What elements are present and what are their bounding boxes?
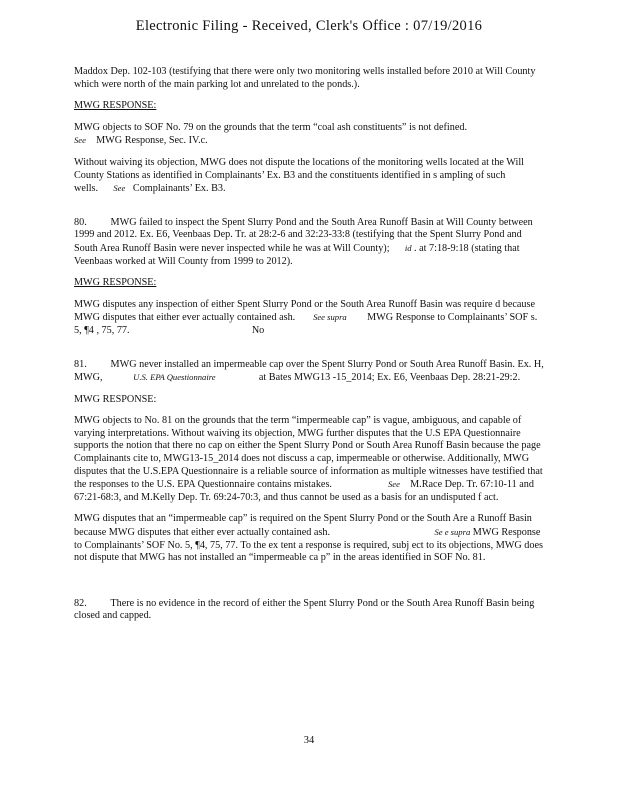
paragraph-80 [74, 217, 544, 268]
see-supra-signal: Se e supra [434, 527, 471, 538]
paragraph-objection-79 [74, 122, 544, 148]
reference: Complainants’ Ex. B3. [132, 183, 226, 195]
body-text: No [251, 324, 265, 336]
see-signal: See [74, 135, 86, 146]
see-supra-signal: See supra [313, 312, 347, 323]
paragraph-response-80 [74, 299, 544, 338]
paragraph-maddox: Maddox Dep. 102-103 (testifying that there were only two monitoring wells installed before 2010 at Will County which were north of the main parking lot and unrelated to the ponds.). [74, 66, 536, 90]
id-signal: id [404, 242, 412, 253]
body-text: MWG disputes that an “impermeable cap” is required on the Spent Slurry Pond or the South Are a Runoff Basin because MWG disputes that either ever actually contained ash. [74, 513, 532, 539]
body-text: Without waiving its objection, MWG does not dispute the locations of the monitoring wells located at the Will County Stations as identified in Complainants’ Ex. B3 and the constituents identified in s ampling of such wells. [74, 156, 524, 195]
paragraph-impermeable-cap [74, 513, 544, 564]
paragraph-number: 82. [74, 597, 87, 609]
paragraph-81 [74, 359, 544, 385]
body-text: MWG Response to Complainants’ SOF No. 5, ¶4, 75, 77. To the ex tent a response is required, subj ect to its objections, MWG does not dispute that MWG has not installed an “impermeable ca p” in the areas identified in SOF No. 81. [74, 527, 543, 564]
body-text: . at 7:18-9:18 (stating that Veenbaas worked at Will County from 1999 to 2012). [74, 242, 520, 267]
see-signal: See [113, 183, 126, 194]
body-text: MWG disputes any inspection of either Spent Slurry Pond or the South Area Runoff Basin was require d because MWG disputes that either ever actually contained ash. [74, 298, 535, 324]
paragraph-82 [74, 598, 544, 623]
document-body [74, 66, 544, 632]
response-heading: MWG RESPONSE: [74, 393, 157, 405]
page-number: 34 [303, 735, 315, 746]
response-heading: MWG RESPONSE: [74, 100, 157, 112]
see-signal: See [388, 479, 400, 490]
questionnaire-title: U.S. EPA Questionnaire [133, 372, 216, 383]
paragraph-monitoring-wells [74, 157, 544, 196]
response-heading: MWG RESPONSE: [74, 277, 157, 289]
paragraph-response-81 [74, 415, 544, 504]
body-text: There is no evidence in the record of either the Spent Slurry Pond or the South Area Runoff Basin being closed and capped. [74, 597, 535, 622]
body-text: at Bates MWG13 -15_2014; Ex. E6, Veenbaas Dep. 28:21-29:2. [258, 372, 521, 384]
paragraph-number: 80. [74, 216, 87, 228]
body-text: MWG objects to No. 81 on the grounds that the term “impermeable cap” is vague, ambiguous, and capable of varying interpretations. Without waiving its objection, MWG further disputes that the U.S EPA Questionnaire supports the notion that there no cap on either the Spent Slurry Pond or South Area Runoff Basin because the page Complainants cite to, MWG13-15_2014 does not discuss a cap, impermeable or otherwise. Additionally, MWG disputes that the U.S.EPA Questionnaire is a reliable source of information as multiple witnesses have testified that the responses to the U.S. EPA Questionnaire contains mistakes. [74, 415, 543, 491]
body-text: MWG failed to inspect the Spent Slurry Pond and the South Area Runoff Basin at Will County between 1999 and 2012. Ex. E6, Veenbaas Dep. Tr. at 28:2-6 and 32:23-33:8 (testifying that the Spent Slurry Pond and South Area Runoff Basin were never inspected while he was at Will County); [74, 216, 533, 254]
objection-text: MWG objects to SOF No. 79 on the grounds that the term “coal ash constituents” is not defined. [74, 121, 467, 133]
filing-header: Electronic Filing - Received, Clerk's Office : 07/19/2016 [135, 18, 483, 34]
body-text: MWG Response to Complainants’ SOF s. 5, ¶4 , 75, 77. [74, 312, 538, 336]
body-text: MWG never installed an impermeable cap over the Spent Slurry Pond or South Area Runoff Basin. Ex. H, MWG, [74, 358, 544, 384]
reference: MWG Response, Sec. IV.c. [96, 135, 208, 147]
body-text: M.Race Dep. Tr. 67:10-11 and 67:21-68:3, and M.Kelly Dep. Tr. 69:24-70:3, and thus cannot be used as a basis for an undisputed f act. [74, 479, 534, 503]
paragraph-number: 81. [74, 358, 87, 370]
